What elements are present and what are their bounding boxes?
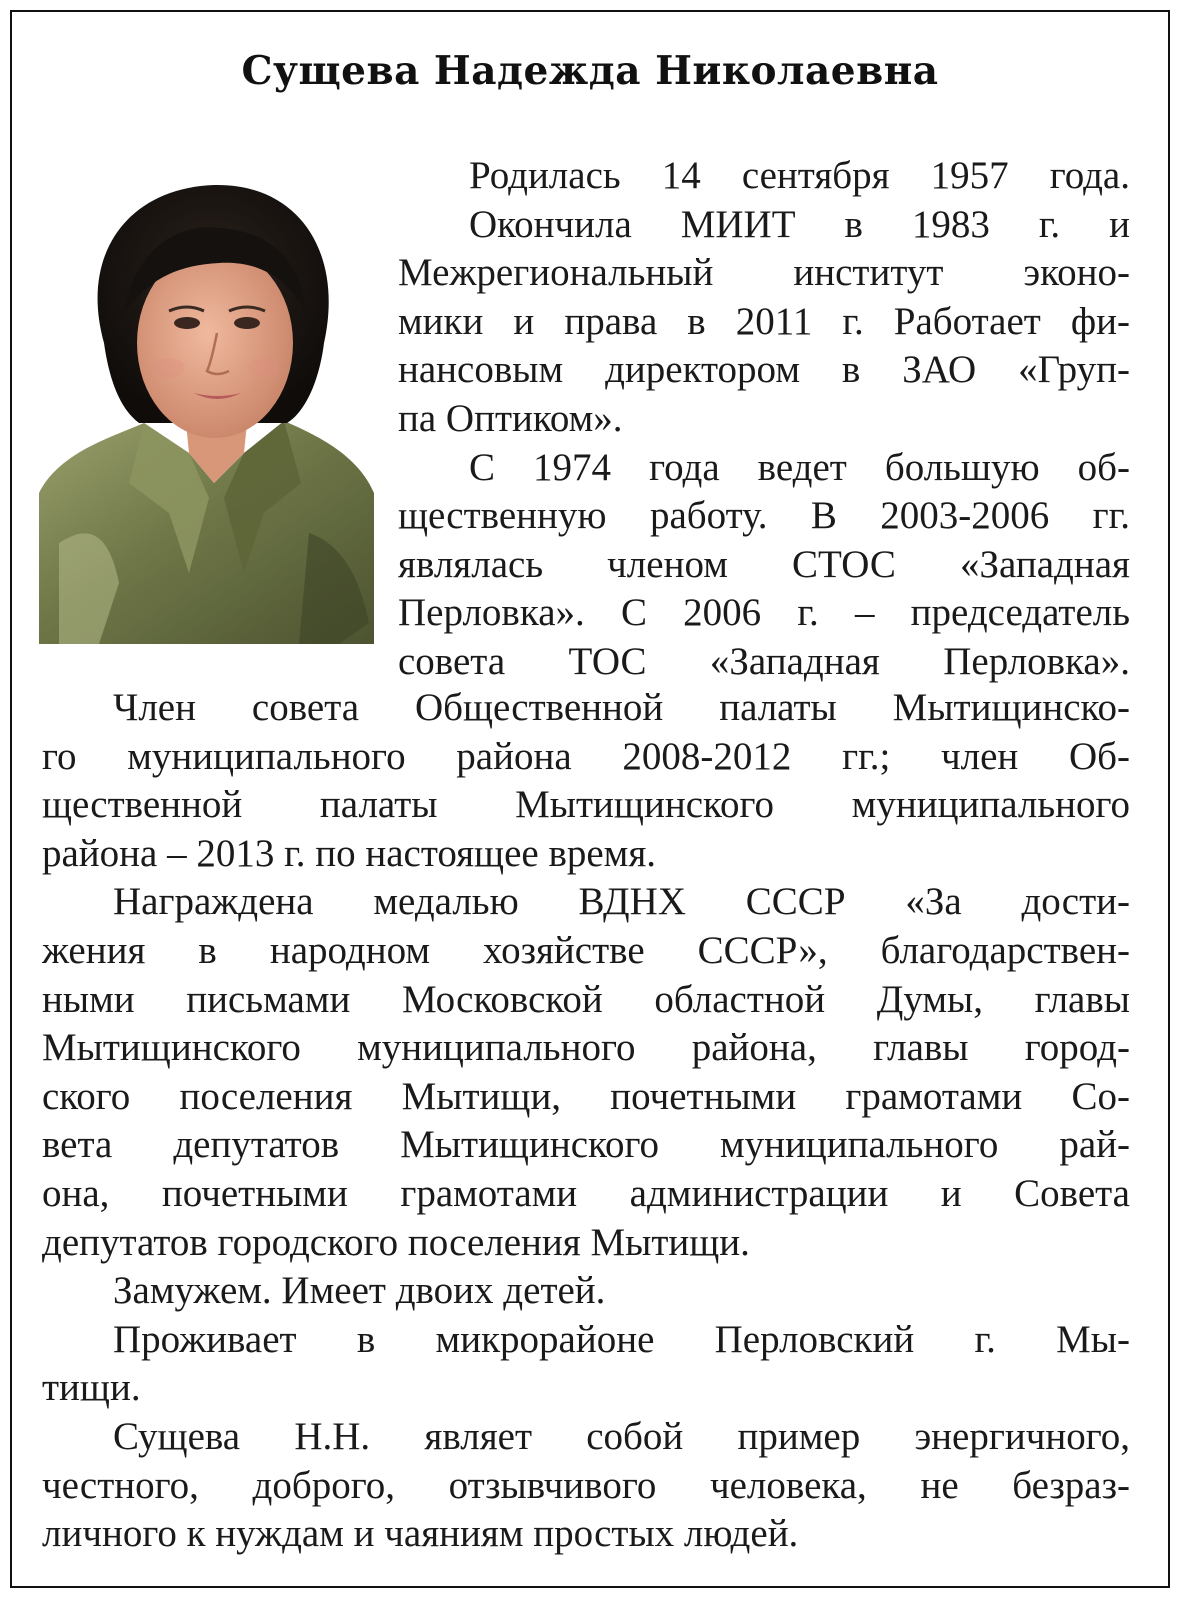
portrait-illustration [39,153,374,644]
body-line: жения в народном хозяйстве СССР», благодарствен- [42,928,1130,972]
body-line: Мытищинского муниципального района, главы город- [42,1026,1130,1070]
body-line: Проживает в микрорайоне Перловский г. Мы- [113,1317,1130,1361]
side-line: Окончила МИИТ в 1983 г. и [469,202,1130,246]
side-line: Межрегиональный институт эконо- [398,251,1130,295]
body-line: личного к нуждам и чаяниям простых людей. [42,1512,799,1556]
body-line: го муниципального района 2008-2012 гг.; член Об- [42,734,1130,778]
side-line: совета ТОС «Западная Перловка». [398,639,1130,683]
body-line: Сущева Н.Н. являет собой пример энергичного, [113,1414,1130,1458]
body-line: тищи. [42,1366,141,1410]
side-line: С 1974 года ведет большую об- [469,445,1130,489]
full-paragraphs [42,684,1130,1559]
side-line: па Оптиком». [398,396,623,440]
body-line: района – 2013 г. по настоящее время. [42,831,657,875]
body-line: ского поселения Мытищи, почетными грамотами Со- [42,1074,1130,1118]
page-title: Сущева Надежда Николаевна [241,48,939,94]
body-line: она, почетными грамотами администрации и Совета [42,1171,1130,1215]
body-line: честного, доброго, отзывчивого человека, не безраз- [42,1463,1130,1507]
body-line: вета депутатов Мытищинского муниципального рай- [42,1123,1130,1167]
body-line: ными письмами Московской областной Думы, главы [42,977,1130,1021]
side-line: нансовым директором в ЗАО «Груп- [398,348,1130,392]
body-line: депутатов городского поселения Мытищи. [42,1220,750,1264]
side-paragraphs [398,152,1130,687]
side-line: Перловка». С 2006 г. – председатель [398,591,1130,635]
document-frame [10,10,1170,1588]
side-line: являлась членом СТОС «Западная [398,542,1130,586]
body-line: Замужем. Имеет двоих детей. [113,1269,606,1313]
side-line: мики и права в 2011 г. Работает фи- [398,299,1130,343]
side-line: Родилась 14 сентября 1957 года. [469,154,1130,197]
side-line: щественную работу. В 2003-2006 гг. [398,494,1130,538]
body-line: Член совета Общественной палаты Мытищинско- [113,686,1130,729]
body-line: щественной палаты Мытищинского муниципального [42,783,1130,827]
body-line: Награждена медалью ВДНХ СССР «За дости- [113,880,1130,924]
portrait-photo [39,153,374,644]
